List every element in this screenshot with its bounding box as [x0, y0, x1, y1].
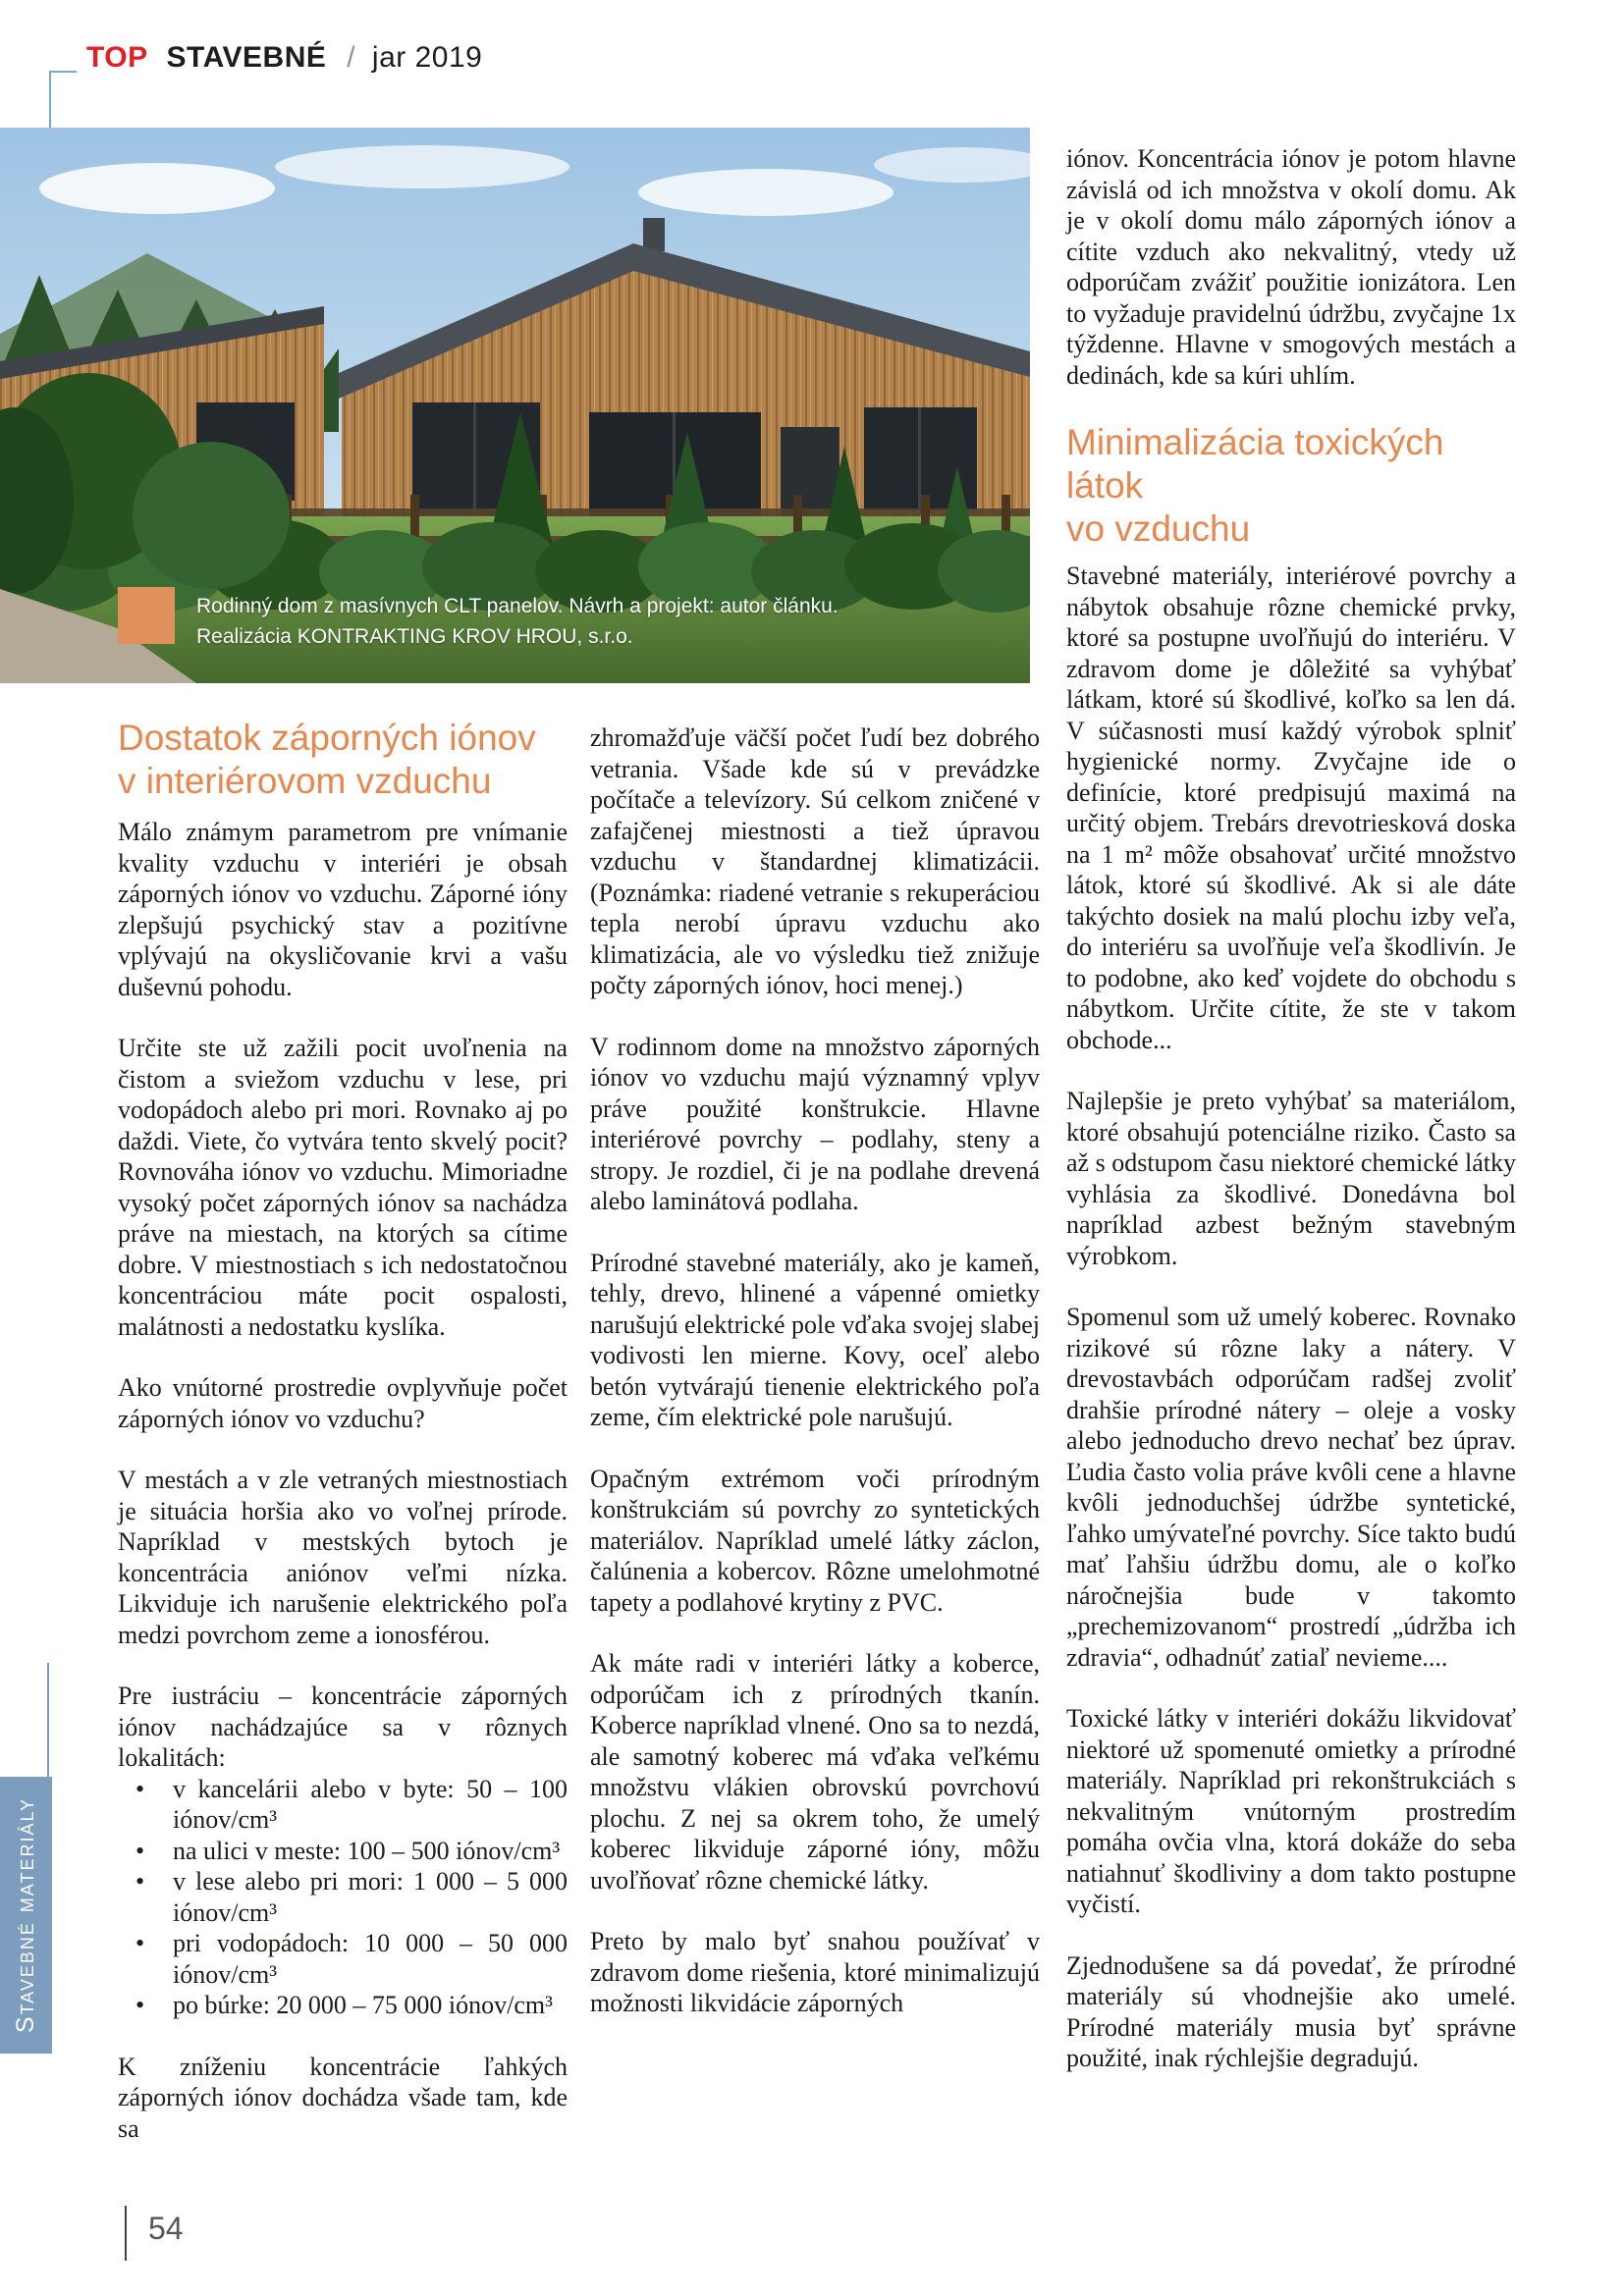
section-heading-line: vo vzduchu — [1066, 508, 1251, 549]
list-item-text: pri vodopádoch: 10 000 – 50 000 iónov/cm³ — [173, 1929, 568, 1989]
paragraph: Toxické látky v interiéri dokážu likvidovať niektoré už spomenuté omietky a prírodné materiály. Napríklad pri rekonštrukciách s nekvalitným vnútorným prostredím pomáha ovčia vlna, ktorá dokáže do seba natiahnuť škodliviny a dom takto postupne vyčistí. — [1066, 1704, 1516, 1918]
list-item — [118, 1990, 568, 2021]
paragraph: Určite ste už zažili pocit uvoľnenia na čistom a sviežom vzduchu v lese, pri vodopádoch alebo pri mori. Rovnako aj po daždi. Viete, čo vytvára tento skvelý pocit? Rovnováha iónov vo vzduchu. Mimoriadne vysoký počet záporných iónov sa nachádza práve na miestach, na ktorých sa cítime dobre. V miestnostiach s ich nedostatočnou koncentráciou máte pocit ospalosti, malátnosti a nedostatku kyslíka. — [118, 1034, 568, 1341]
paragraph: Opačným extrémom voči prírodným konštrukciám sú povrchy zo syntetických materiálov. Napríklad umelé látky záclon, čalúnenia a kobercov. Rôzne umelohmotné tapety a podlahové krytiny z PVC. — [590, 1464, 1040, 1617]
section-heading-toxins — [1066, 421, 1516, 551]
paragraph: Preto by malo byť snahou používať v zdravom dome riešenia, ktoré minimalizujú možnosti likvidácie záporných — [590, 1927, 1040, 2017]
article-column-3 — [1066, 143, 1516, 2074]
list-item — [118, 1836, 568, 1867]
list-item — [118, 1866, 568, 1928]
paragraph: Ako vnútorné prostredie ovplyvňuje počet záporných iónov vo vzduchu? — [118, 1373, 568, 1433]
masthead-brand-top: TOP — [86, 41, 148, 74]
masthead-brand-name: STAVEBNÉ — [166, 41, 327, 74]
ion-concentration-list — [118, 1774, 568, 2021]
house-photo — [0, 128, 1030, 683]
article-column-2 — [590, 722, 1040, 2019]
page-number: 54 — [148, 2211, 184, 2246]
section-heading-line: v interiérovom vzduchu — [118, 761, 492, 801]
photo-caption — [196, 591, 839, 652]
section-heading-line: Minimalizácia toxických látok — [1066, 422, 1444, 506]
section-heading-line: Dostatok záporných iónov — [118, 718, 536, 758]
paragraph: Prírodné stavebné materiály, ako je kameň, tehly, drevo, hlinené a vápenné omietky narušujú elektrické pole vďaka svojej slabej vodivosti len mierne. Kovy, oceľ alebo betón vytvárajú tienenie elektrického poľa zeme, čím elektrické pole narušujú. — [590, 1248, 1040, 1431]
paragraph: V mestách a v zle vetraných miestnostiach je situácia horšia ako vo voľnej prírode. Napríklad v mestských bytoch je koncentrácia aniónov veľmi nízka. Likviduje ich narušenie elektrického poľa medzi povrchom zeme a ionosférou. — [118, 1466, 568, 1649]
masthead — [86, 41, 482, 75]
photo-caption-line2: Realizácia KONTRAKTING KROV HROU, s.r.o. — [196, 625, 633, 648]
sidebar-section-label: Stavebné materiály — [12, 1796, 39, 2034]
paragraph: Zjednodušene sa dá povedať, že prírodné materiály sú vhodnejšie ako umelé. Prírodné materiály musia byť správne použité, inak rýchlejšie degradujú. — [1066, 1950, 1516, 2072]
list-intro: Pre iustráciu – koncentrácie záporných iónov nachádzajúce sa v rôznych lokalitách: — [118, 1682, 568, 1772]
paragraph: V rodinnom dome na množstvo záporných iónov vo vzduchu majú významný vplyv práve použité konštrukcie. Hlavne interiérové povrchy – podlahy, steny a stropy. Je rozdiel, či je na podlahe drevená alebo laminátová podlaha. — [590, 1032, 1040, 1215]
list-item-text: v lese alebo pri mori: 1 000 – 5 000 iónov/cm³ — [173, 1867, 568, 1927]
paragraph: Najlepšie je preto vyhýbať sa materiálom, ktoré obsahujú potenciálne riziko. Často sa až s odstupom času niektoré chemické látky vyhlásia za škodlivé. Donedávna bol napríklad azbest bežným stavebným výrobkom. — [1066, 1087, 1516, 1270]
paragraph: Málo známym parametrom pre vnímanie kvality vzduchu v interiéri je obsah záporných iónov vo vzduchu. Záporné ióny zlepšujú psychický stav a pozitívne vplývajú na okysličovanie krvi a vašu duševnú pohodu. — [118, 818, 568, 1001]
paragraph: K zníženiu koncentrácie ľahkých záporných iónov dochádza všade tam, kde sa — [118, 2052, 568, 2143]
article-column-1 — [118, 717, 568, 2144]
list-item — [118, 1774, 568, 1836]
photo-caption-line1: Rodinný dom z masívnych CLT panelov. Návrh a projekt: autor článku. — [196, 595, 839, 617]
section-heading-ions — [118, 717, 568, 803]
list-item-text: v kancelárii alebo v byte: 50 – 100 iónov/cm³ — [173, 1774, 568, 1834]
list-item-text: na ulici v meste: 100 – 500 iónov/cm³ — [173, 1836, 561, 1865]
paragraph: iónov. Koncentrácia iónov je potom hlavne závislá od ich množstva v okolí domu. Ak je v okolí domu málo záporných iónov a cítite vzduch ako nekvalitný, vtedy už odporúčam zvážiť použitie ionizátora. Len to vyžaduje pravidelnú údržbu, zvyčajne 1x týždenne. Hlavne v smogových mestách a dedinách, kde sa kúri uhlím. — [1066, 144, 1516, 390]
list-item — [118, 1928, 568, 1990]
paragraph: zhromažďuje väčší počet ľudí bez dobrého vetrania. Všade kde sú v prevádzke počítače a televízory. Sú celkom zničené v zafajčenej miestnosti a tiež úpravou vzduchu v štandardnej klimatizácii. (Poznámka: riadené vetranie s rekuperáciou tepla nerobí úpravu vzduchu ako klimatizácia, ale vo výsledku tiež znižuje počty záporných iónov, hoci menej.) — [590, 723, 1040, 999]
masthead-issue: jar 2019 — [371, 41, 483, 74]
paragraph: Spomenul som už umelý koberec. Rovnako rizikové sú rôzne laky a nátery. V drevostavbách odporúčam radšej zvoliť drahšie prírodné nátery – oleje a vosky alebo jednoducho drevo nechať bez úprav. Ľudia často volia práve kvôli cene a hlavne kvôli jednoduchšej údržbe syntetické, ľahko umývateľné povrchy. Síce takto budú mať ľahšiu údržbu domu, ale o koľko náročnejšia bude v takomto „prechemizovanom“ prostredí „údržba ich zdravia“, odhadnúť zatiaľ nevieme.... — [1066, 1303, 1516, 1672]
corner-bracket-horizontal — [49, 71, 77, 73]
masthead-separator: / — [347, 41, 356, 74]
caption-marker — [118, 587, 175, 644]
corner-bracket-vertical — [49, 71, 51, 128]
list-item-text: po búrke: 20 000 – 75 000 iónov/cm³ — [173, 1991, 553, 2019]
paragraph: Stavebné materiály, interiérové povrchy a nábytok obsahuje rôzne chemické prvky, ktoré sa postupne uvoľňujú do interiéru. V zdravom dome je dôležité sa vyhýbať látkam, ktoré sú škodlivé, koľko sa len dá. V súčasnosti musí každý výrobok splniť hygienické normy. Zvyčajne ide o definície, ktoré predpisujú maximá na určitý objem. Trebárs drevotriesková doska na 1 m² môže obsahovať určité množstvo látok, ktoré sú škodlivé. Ak si ale dáte takýchto dosiek na malú plochu izby veľa, do interiéru sa uvoľňuje veľa škodlivín. Je to podobne, ako keď vojdete do obchodu s nábytkom. Určite cítite, že ste v takom obchode... — [1066, 561, 1516, 1054]
sidebar-rule — [47, 1663, 49, 1777]
paragraph: Ak máte radi v interiéri látky a koberce, odporúčam ich z prírodných tkanín. Koberce napríklad vlnené. Ono sa to nezdá, ale samotný koberec má vďaka veľkému množstvu vlákien obrovskú povrchovú plochu. Z nej sa okrem toho, že umelý koberec likviduje záporné ióny, môžu uvoľňovať rôzne chemické látky. — [590, 1649, 1040, 1895]
page-number-rule — [125, 2206, 127, 2261]
